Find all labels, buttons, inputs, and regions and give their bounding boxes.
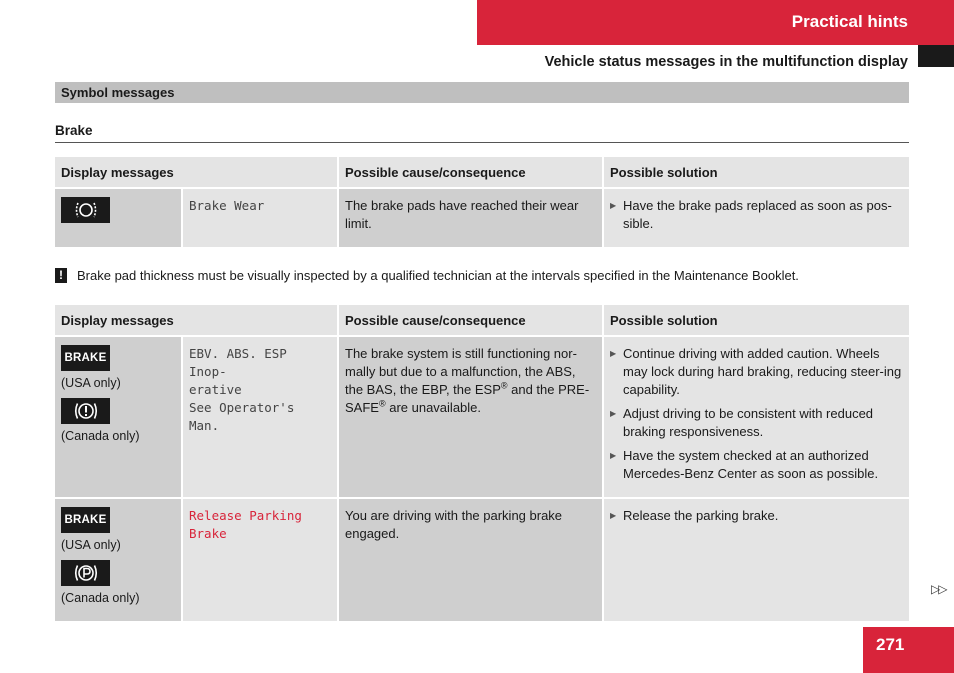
heading-rule bbox=[55, 142, 909, 143]
solution-item: ▶ Adjust driving to be consistent with reduced braking responsiveness. bbox=[610, 405, 903, 441]
table-header-row bbox=[55, 157, 909, 189]
usa-label: (USA only) bbox=[61, 376, 121, 390]
col-header-solution: Possible solution bbox=[602, 157, 909, 189]
cause-cell bbox=[337, 337, 602, 499]
page-subtitle: Vehicle status messages in the multifunction display bbox=[544, 54, 908, 70]
exclamation-icon: ! bbox=[55, 268, 67, 283]
page-number-box bbox=[863, 627, 954, 673]
header-bar bbox=[477, 0, 954, 45]
cause-cell: The brake pads have reached their wear limit. bbox=[337, 189, 602, 249]
icon-cell bbox=[55, 499, 181, 623]
solution-item: ▶ Have the system checked at an authorized Mercedes-Benz Center as soon as possible. bbox=[610, 447, 903, 483]
subsection-heading: Brake bbox=[55, 123, 93, 138]
parking-brake-icon bbox=[61, 560, 110, 586]
display-message-line: See Operator's bbox=[189, 400, 295, 415]
brake-wear-table bbox=[55, 157, 909, 249]
registered-mark: ® bbox=[378, 398, 386, 409]
solution-cell bbox=[602, 189, 909, 249]
brake-warning-icon: BRAKE bbox=[61, 345, 110, 371]
canada-label: (Canada only) bbox=[61, 429, 140, 443]
table-row bbox=[55, 337, 909, 499]
col-header-cause: Possible cause/consequence bbox=[337, 157, 602, 189]
brake-wear-icon bbox=[61, 197, 110, 223]
warning-note bbox=[55, 268, 799, 283]
table-row bbox=[55, 189, 909, 249]
section-title: Practical hints bbox=[791, 12, 908, 31]
solution-cell bbox=[602, 337, 909, 499]
exclamation-circle-icon bbox=[61, 398, 110, 424]
brake-system-table bbox=[55, 305, 909, 623]
display-text-cell bbox=[181, 337, 337, 499]
solution-item: ▶ Have the brake pads replaced as soon as pos-sible. bbox=[610, 197, 903, 233]
col-header-cause: Possible cause/consequence bbox=[337, 305, 602, 337]
col-header-display: Display messages bbox=[55, 305, 337, 337]
display-text-cell bbox=[181, 189, 337, 249]
table-row bbox=[55, 499, 909, 623]
icon-cell bbox=[55, 337, 181, 499]
cause-text: are unavailable. bbox=[385, 400, 482, 415]
display-message-line: EBV. ABS. ESP Inop- bbox=[189, 346, 287, 379]
cause-text: and the PRE-SAFE bbox=[345, 382, 590, 415]
display-text-cell bbox=[181, 499, 337, 623]
cause-text: The brake system is still functioning nor-mally but due to a malfunction, the ABS, the BAS, the EBP, the ESP bbox=[345, 346, 577, 397]
note-text: Brake pad thickness must be visually inspected by a qualified technician at the intervals specified in the Maintenance Booklet. bbox=[77, 268, 799, 283]
registered-mark: ® bbox=[500, 380, 508, 391]
col-header-display: Display messages bbox=[55, 157, 337, 189]
continued-marker: ▷▷ bbox=[931, 582, 946, 596]
usa-label: (USA only) bbox=[61, 538, 121, 552]
cause-cell: You are driving with the parking brake engaged. bbox=[337, 499, 602, 623]
icon-cell bbox=[55, 189, 181, 249]
section-bar bbox=[55, 82, 909, 103]
page-number: 271 bbox=[876, 635, 905, 654]
solution-cell bbox=[602, 499, 909, 623]
canada-label: (Canada only) bbox=[61, 591, 140, 605]
display-message-line: erative bbox=[189, 382, 242, 397]
solution-item: ▶ Release the parking brake. bbox=[610, 507, 903, 525]
display-message-line: Brake bbox=[189, 526, 227, 541]
table-header-row bbox=[55, 305, 909, 337]
side-tab bbox=[918, 45, 954, 67]
solution-item: ▶ Continue driving with added caution. Wheels may lock during hard braking, reducing steer-ing capability. bbox=[610, 345, 903, 399]
display-message: Brake Wear bbox=[189, 198, 265, 213]
section-bar-label: Symbol messages bbox=[61, 85, 175, 100]
col-header-solution: Possible solution bbox=[602, 305, 909, 337]
display-message-line: Release Parking bbox=[189, 508, 302, 523]
display-message-line: Man. bbox=[189, 418, 220, 433]
brake-warning-icon: BRAKE bbox=[61, 507, 110, 533]
